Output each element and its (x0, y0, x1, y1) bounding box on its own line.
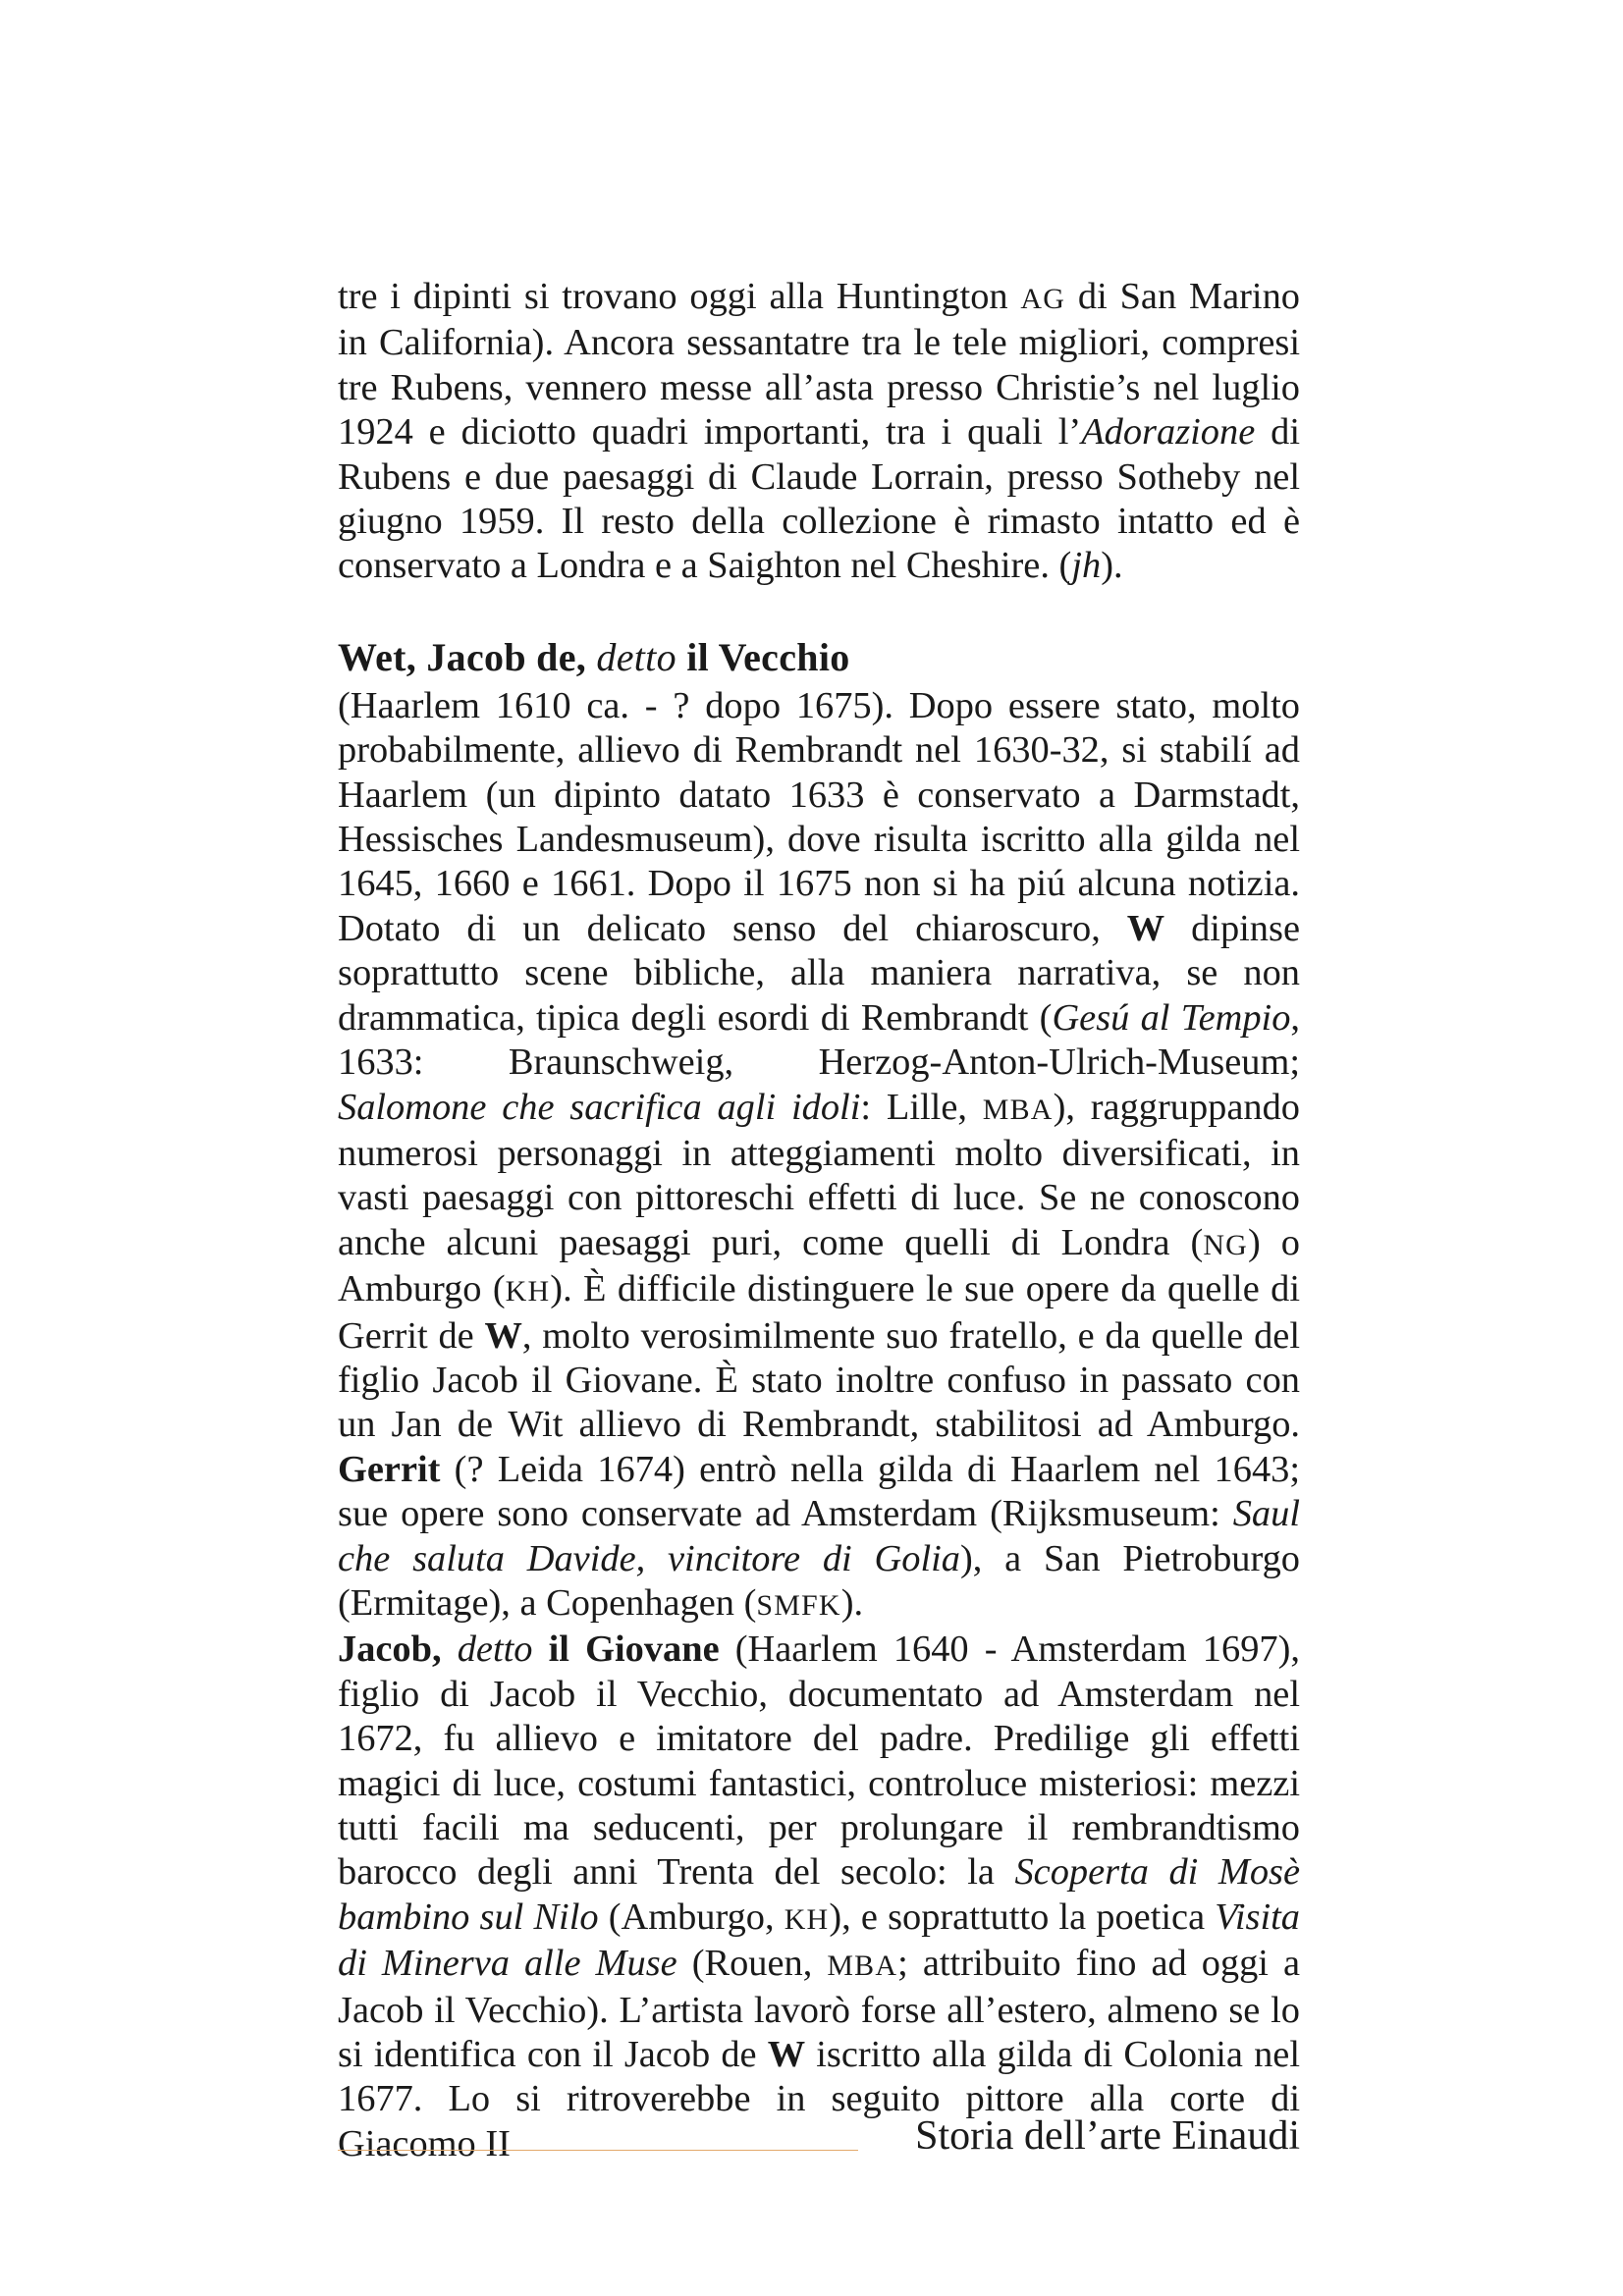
intro-text: di Rubens e due paesaggi di Claude Lorrain, presso Sotheby nel giugno 1959. Il resto della collezione è rimasto intatto ed è conservato a Londra e a Saighton nel Cheshire. ( (338, 411, 1300, 587)
entry-text: (Haarlem 1610 ca. - ? dopo 1675). Dopo essere stato, molto probabilmente, allievo di Rembrandt nel 1630-32, si stabilí ad Haarlem (un dipinto datato 1633 è conservato a Darmstadt, Hessisches Landesmuseum), dove risulta iscritto alla gilda nel 1645, 1660 e 1661. Dopo il 1675 non si ha piú alcuna notizia. Dotato di un delicato senso del chiaroscuro, (338, 684, 1300, 949)
page-footer (338, 2109, 1300, 2167)
entry-heading-epithet: il Vecchio (686, 634, 850, 679)
museum-abbrev: MBA (827, 1949, 898, 1983)
entry-text: dipinse soprattutto scene bibliche, alla maniera narrativa, se non drammatica, tipica degli esordi di Rembrandt ( (338, 907, 1300, 1039)
entry-text: ) o Amburgo ( (338, 1221, 1301, 1310)
entry-text: ), a San Pietroburgo (Ermitage), a Copenhagen ( (338, 1537, 1300, 1624)
artwork-title: Salomone che sacrifica agli idoli (338, 1086, 861, 1128)
author-initials: jh (1071, 545, 1102, 587)
artwork-title: Visita di Minerva alle Muse (338, 1896, 1300, 1985)
intro-paragraph (338, 275, 1300, 589)
subentry-name: Gerrit (338, 1448, 441, 1490)
entry-heading (338, 633, 1300, 682)
entry-paragraph (338, 684, 1300, 1629)
entry-text: ; attribuito fino ad oggi a Jacob il Vecchio). L’artista lavorò forse all’estero, almeno se lo si identifica con il Jacob de (338, 1943, 1301, 2076)
museum-abbrev: KH (505, 1275, 551, 1308)
entry-text: (Amburgo, (598, 1896, 784, 1938)
footer-publication-title: Storia dell’arte Einaudi (915, 2113, 1300, 2159)
entry-text: (Haarlem 1640 - Amsterdam 1697), figlio di Jacob il Vecchio, documentato ad Amsterdam nel 1672, fu allievo e imitatore del padre. Predilige gli effetti magici di luce, costumi fantastici, controluce misteriosi: mezzi tutti facili ma seducenti, per prolungare il rembrandtismo barocco degli anni Trenta del secolo: la (338, 1629, 1300, 1894)
page-body (338, 275, 1300, 2166)
entry-text: ), e soprattutto la poetica (829, 1896, 1216, 1938)
entry-text: iscritto alla gilda di Colonia nel 1677. Lo si ritroverebbe in seguito pittore alla corte di Giacomo II (338, 2034, 1300, 2164)
entry-abbrev: W (1126, 907, 1165, 949)
artwork-title: Scoperta di Mosè bambino sul Nilo (338, 1851, 1300, 1938)
entry-text: ). È difficile distinguere le sue opere da quelle di Gerrit de (338, 1268, 1300, 1357)
entry-text: ). (840, 1581, 864, 1624)
entry-abbrev: W (767, 2034, 806, 2076)
entry-text: ), raggruppando numerosi personaggi in atteggiamenti molto diversificati, in vasti paesaggi con pittoreschi effetti di luce. Se ne conoscono anche alcuni paesaggi puri, come quelli di Londra ( (338, 1086, 1300, 1263)
intro-text: di San Marino in California). Ancora sessantatre tra le tele migliori, compresi tre Rubens, vennero messe all’asta presso Christie’s nel luglio 1924 e diciotto quadri importanti, tra i quali l’ (338, 276, 1300, 454)
museum-abbrev: KH (784, 1902, 830, 1936)
museum-abbrev: MBA (982, 1093, 1054, 1126)
subentry-epithet: il Giovane (548, 1629, 720, 1671)
entry-text: , 1633: Braunschweig, Herzog-Anton-Ulrich-Museum; (338, 996, 1300, 1084)
intro-text: tre i dipinti si trovano oggi alla Huntington (338, 276, 1021, 317)
entry-text: , molto verosimilmente suo fratello, e da quelle del figlio Jacob il Giovane. È stato inoltre confuso in passato con un Jan de Wit allievo di Rembrandt, stabilitosi ad Amburgo. (338, 1314, 1300, 1446)
intro-text: ). (1101, 545, 1123, 587)
subentry-name: Jacob, (338, 1629, 442, 1671)
artwork-title: Saul che saluta Davide, vincitore di Golia (338, 1493, 1300, 1579)
entry-heading-name: Wet, Jacob de, (338, 634, 587, 679)
museum-abbrev: AG (1020, 283, 1066, 315)
museum-abbrev: SMFK (756, 1588, 841, 1622)
museum-abbrev: NG (1203, 1228, 1248, 1261)
subentry-paragraph (338, 1628, 1300, 2166)
entry-heading-detto: detto (596, 634, 676, 679)
entry-text: : Lille, (860, 1086, 983, 1128)
artwork-title: Gesú al Tempio (1052, 996, 1291, 1039)
artwork-title: Adorazione (1081, 411, 1256, 454)
entry-abbrev: W (484, 1314, 522, 1357)
footer-rule (338, 2150, 858, 2151)
entry-text: (? Leida 1674) entrò nella gilda di Haarlem nel 1643; sue opere sono conservate ad Amsterdam (Rijksmuseum: (338, 1448, 1300, 1535)
subentry-detto: detto (457, 1629, 533, 1671)
entry-text: (Rouen, (676, 1943, 828, 1985)
